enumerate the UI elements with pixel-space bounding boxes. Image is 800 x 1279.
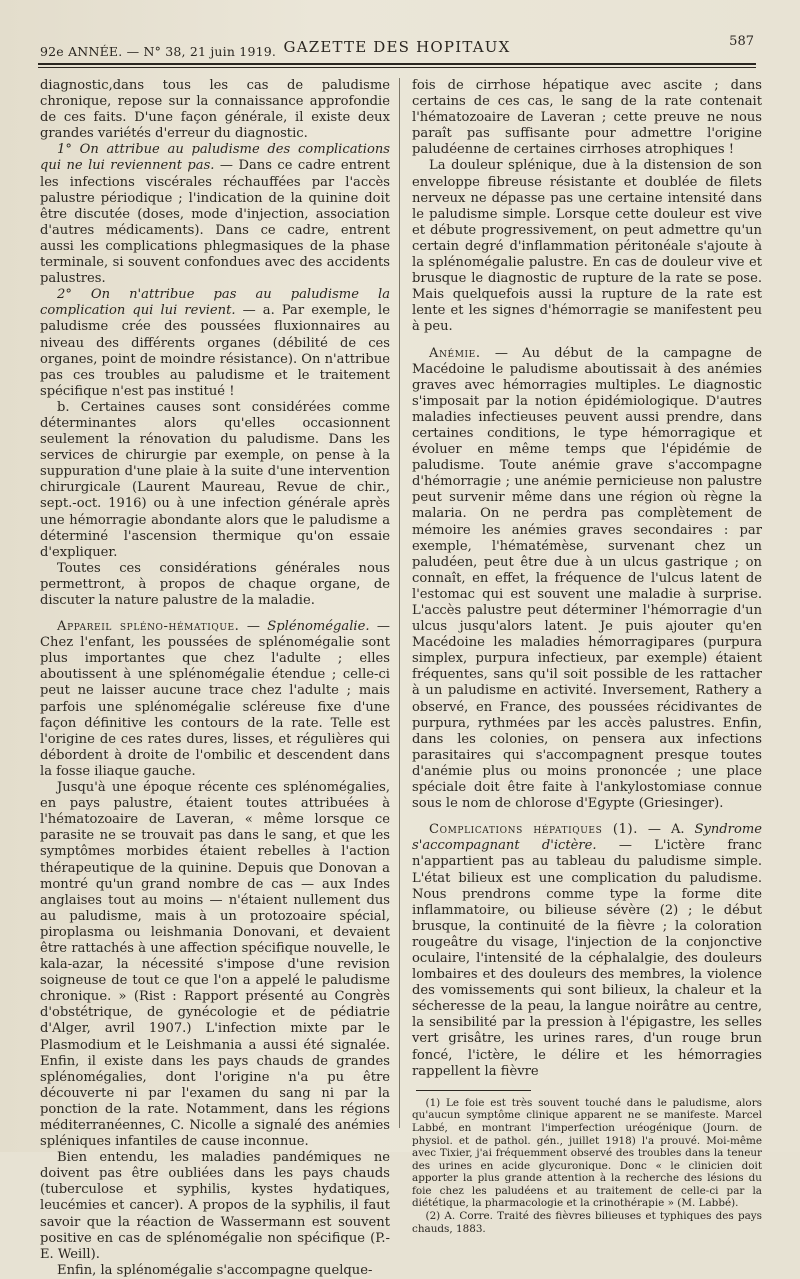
paragraph bbox=[412, 346, 762, 813]
paragraph: Appareil spléno-hématique. — Splénomégalie. — Chez l'enfant, les poussées de splénomégalie sont plus importantes que chez l'adulte ; elles aboutissent à une splénomégalie étendue ; celle-ci peut ne laisser aucune trace chez l'adulte ; mais parfois une splénomégalie scléreuse fixe d'une façon définitive les contours de la rate. Telle est l'origine de ces rates dures, lisses, et régulières qui débordent à droite de l'ombilic et descendent dans la fosse iliaque gauche. bbox=[40, 619, 390, 779]
paragraph-text: fois de cirrhose hépatique avec ascite ; dans certains de ces cas, le sang de la rate contenait l'hématozoaire de Laveran ; cette preuve ne nous paraît pas suffisante pour admettre l'origine paludéenne de certaines cirrhoses atrophiques ! bbox=[412, 78, 762, 158]
paragraph-text: diagnostic,dans tous les cas de paludisme chronique, repose sur la connaissance approfondie de ces faits. D'une façon générale, il existe deux grandes variétés d'erreur du diagnostic. bbox=[40, 78, 390, 142]
paragraph-text: — Au début de la campagne de Macédoine le paludisme aboutissait à des anémies graves avec hémorragies multiples. Le diagnostic s'imposait par la notion épidémiologique. D'autres maladies infectieuses peuvent aussi prendre, dans certaines conditions, le type hémorragique et évoluer en même temps que l'épidémie de paludisme. Toute anémie grave s'accompagne d'hémorragie ; une anémie pernicieuse non palustre peut survenir même dans une région où règne la malaria. On ne perdra pas complètement de mémoire les anémies graves secondaires : par exemple, l'hématémèse, survenant chez un paludéen, peut être due à un ulcus gastrique ; on connaît, en effet, la fréquence de l'ulcus latent de l'estomac qui est souvent une maladie à surprise. L'accès palustre peut déterminer l'hémorragie d'un ulcus jusqu'alors latent. Je puis ajouter qu'en Macédoine les maladies hémorragipares (purpura simplex, purpura infectieux, par exemple) étaient fréquentes, sans qu'il soit possible de les rattacher à un paludisme en activité. Inversement, Rathery a observé, en France, des poussées récidivantes de purpura, rythmées par les accès palustres. Enfin, dans les colonies, on pensera aux infections parasitaires qui s'accompagnent presque toutes d'anémie plus ou moins prononcée ; une place spéciale doit être faite à l'ankylostomiase connue sous le nom de chlorose d'Egypte (Griesinger). bbox=[412, 345, 762, 812]
page-header bbox=[40, 34, 754, 60]
section-gap bbox=[412, 336, 762, 346]
paragraph-text: Bien entendu, les maladies pandémiques ne doivent pas être oubliées dans les pays chauds (tuberculose et syphilis, kystes hydatiques, leucémies et cancer). A propos de la syphilis, il faut savoir que la réaction de Wassermann est souvent positive en cas de splénomégalie non spécifique (P.-E. Weill). bbox=[40, 1150, 390, 1262]
paragraph-text: — A. bbox=[637, 822, 695, 838]
paragraph-text: La douleur splénique, due à la distension de son enveloppe fibreuse résistante et doublée de filets nerveux ne dépasse pas une certaine intensité dans le paludisme simple. Lorsque cette douleur est vive et débute progressivement, on peut admettre qu'un certain degré d'inflammation péritonéale s'ajoute à la splénomégalie palustre. En cas de douleur vive et brusque le diagnostic de rupture de la rate se pose. Mais quelquefois aussi la rupture de la rate est lente et les signes d'hémorragie se manifestent peu à peu. bbox=[412, 158, 762, 335]
footnotes bbox=[412, 1097, 762, 1236]
issue-line: 92e ANNÉE. — N° 38, 21 juin 1919. bbox=[40, 44, 277, 59]
right-column bbox=[412, 78, 762, 1235]
paragraph-text: Toutes ces considérations générales nous permettront, à propos de chaque organe, de discuter la nature palustre de la maladie. bbox=[40, 560, 390, 608]
paragraph-text: Jusqu'à une époque récente ces splénomégalies, en pays palustre, étaient toutes attribuées à l'hématozoaire de Laveran, « même lorsque ce parasite ne se trouvait pas dans le sang, et que les symptômes morbides étaient rebelles à l'action thérapeutique de la quinine. Depuis que Donovan a montré qu'un grand nombre de cas — aux Indes anglaises tout au moins — n'étaient nullement dus au paludisme, mais à un protozoaire spécial, piroplasma ou leishmania Donovani, et devaient être rattachés à une affection spécifique nouvelle, le kala-azar, la nécessité s'impose d'une revision soigneuse de tout ce que l'on a appelé le paludisme chronique. » (Rist : Rapport présenté au Congrès d'obstétrique, de gynécologie et de pédiatrie d'Alger, avril 1907.) L'infection mixte par le Plasmodium et le Leishmania a aussi été signalée. Enfin, il existe dans les pays chauds de grandes splénomégalies, dont l'origine n'a pu être découverte ni par l'examen du sang ni par la ponction de la rate. Notamment, dans les régions méditerranéennes, C. Nicolle a signalé des anémies spléniques infantiles de cause inconnue. bbox=[40, 780, 390, 1150]
header-rule-thick bbox=[38, 63, 756, 65]
section-gap bbox=[412, 812, 762, 822]
paragraph bbox=[412, 158, 762, 335]
page-number: 587 bbox=[729, 34, 754, 49]
paragraph-text: — Chez l'enfant, les poussées de splénomégalie sont plus importantes que chez l'adulte ; elles aboutissent à une splénomégalie étendue ; celle-ci peut ne laisser aucune trace chez l'adulte ; mais parfois une splénomégalie scléreuse fixe d'une façon définitive les contours de la rate. Telle est l'origine de ces rates dures, lisses, et régulières qui débordent à droite de l'ombilic et descendent dans la fosse iliaque gauche. bbox=[40, 619, 390, 779]
subheading: 2° On n'attribue pas au paludisme la complication qui lui revient. bbox=[40, 287, 390, 319]
right-column-body bbox=[412, 78, 762, 1080]
left-column bbox=[40, 78, 390, 1279]
section-gap bbox=[40, 609, 390, 619]
section-heading: Complications hépatiques (1). bbox=[429, 822, 638, 838]
column-divider bbox=[399, 78, 400, 1128]
paragraph bbox=[40, 142, 390, 287]
paragraph bbox=[40, 78, 390, 142]
section-heading: Anémie. bbox=[429, 345, 481, 361]
paragraph bbox=[40, 561, 390, 609]
paragraph bbox=[412, 78, 762, 158]
paragraph bbox=[40, 1150, 390, 1263]
section-heading: Appareil spléno-hématique. bbox=[57, 619, 240, 635]
paragraph-text: — Dans ce cadre entrent les infections viscérales réchauffées par l'accès palustre périodique ; l'indication de la quinine doit être discutée (doses, mode d'injection, association d'autres médicaments). Dans ce cadre, entrent aussi les complications phlegmasiques de la phase terminale, si souvent confondues avec des accidents palustres. bbox=[40, 158, 390, 287]
paragraph-text: b. Certaines causes sont considérées comme déterminantes alors qu'elles occasionnent seulement la rénovation du paludisme. Dans les services de chirurgie par exemple, on pense à la suppuration d'une plaie à la suite d'une intervention chirurgicale (Laurent Maureau, Revue de chir., sept.-oct. 1916) ou à une infection générale après une hémorragie abondante alors que le paludisme a déterminé l'ascension thermique qu'on essaie d'expliquer. bbox=[40, 399, 390, 560]
paragraph bbox=[40, 1263, 390, 1279]
subheading: 1° On attribue au paludisme des complications qui ne lui reviennent pas. bbox=[40, 142, 390, 174]
footnote: (2) A. Corre. Traité des fièvres bilieuses et typhiques des pays chauds, 1883. bbox=[412, 1210, 762, 1235]
header-rule-thin bbox=[38, 67, 756, 68]
footnote-separator bbox=[416, 1090, 531, 1091]
journal-title: GAZETTE DES HOPITAUX bbox=[283, 38, 511, 56]
subheading: Syndrome s'accompagnant d'ictère. bbox=[412, 822, 762, 854]
paragraph bbox=[412, 822, 762, 1080]
paragraph-text: — L'ictère franc n'appartient pas au tableau du paludisme simple. L'état bilieux est une complication du paludisme. Nous prendrons comme type la forme dite inflammatoire, ou bilieuse sévère (2) ; le début brusque, la continuité de la fièvre ; la coloration rougeâtre du visage, l'injection de la conjonctive oculaire, l'intensité de la céphalalgie, des douleurs lombaires et des douleurs des membres, la violence des vomissements qui sont bilieux, la chaleur et la sécheresse de la peau, la langue noirâtre au centre, la sensibilité par la pression à l'épigastre, les selles vert grisâtre, les urines rares, d'un rouge brun foncé, l'ictère, le délire et les hémorragies rappellent la fièvre bbox=[412, 838, 762, 1079]
paragraph bbox=[40, 400, 390, 561]
paragraph bbox=[40, 287, 390, 400]
paragraph bbox=[40, 780, 390, 1150]
paragraph-text: — a. Par exemple, le paludisme crée des poussées fluxionnaires au niveau des différents organes (débilité de ces organes, point de moindre résistance). On n'attribue pas ces troubles au paludisme et le traitement spécifique n'est pas institué ! bbox=[40, 303, 390, 399]
subheading: Splénomégalie. bbox=[267, 619, 370, 635]
paragraph-text: Enfin, la splénomégalie s'accompagne quelque- bbox=[57, 1262, 373, 1278]
footnote: (1) Le foie est très souvent touché dans le paludisme, alors qu'aucun symptôme clinique apparent ne se manifeste. Marcel Labbé, en montrant l'imperfection uréogénique (Journ. de physiol. et de pathol. gén., juillet 1918) l'a prouvé. Moi-même avec Tixier, j'ai fréquemment observé des troubles dans la teneur des urines en acide glycuronique. Donc « le clinicien doit apporter la plus grande attention à la recherche des lésions du foie chez les paludéens et au traitement de celle-ci par la diététique, la pharmacologie et la crinothérapie » (M. Labbé). bbox=[412, 1096, 762, 1210]
